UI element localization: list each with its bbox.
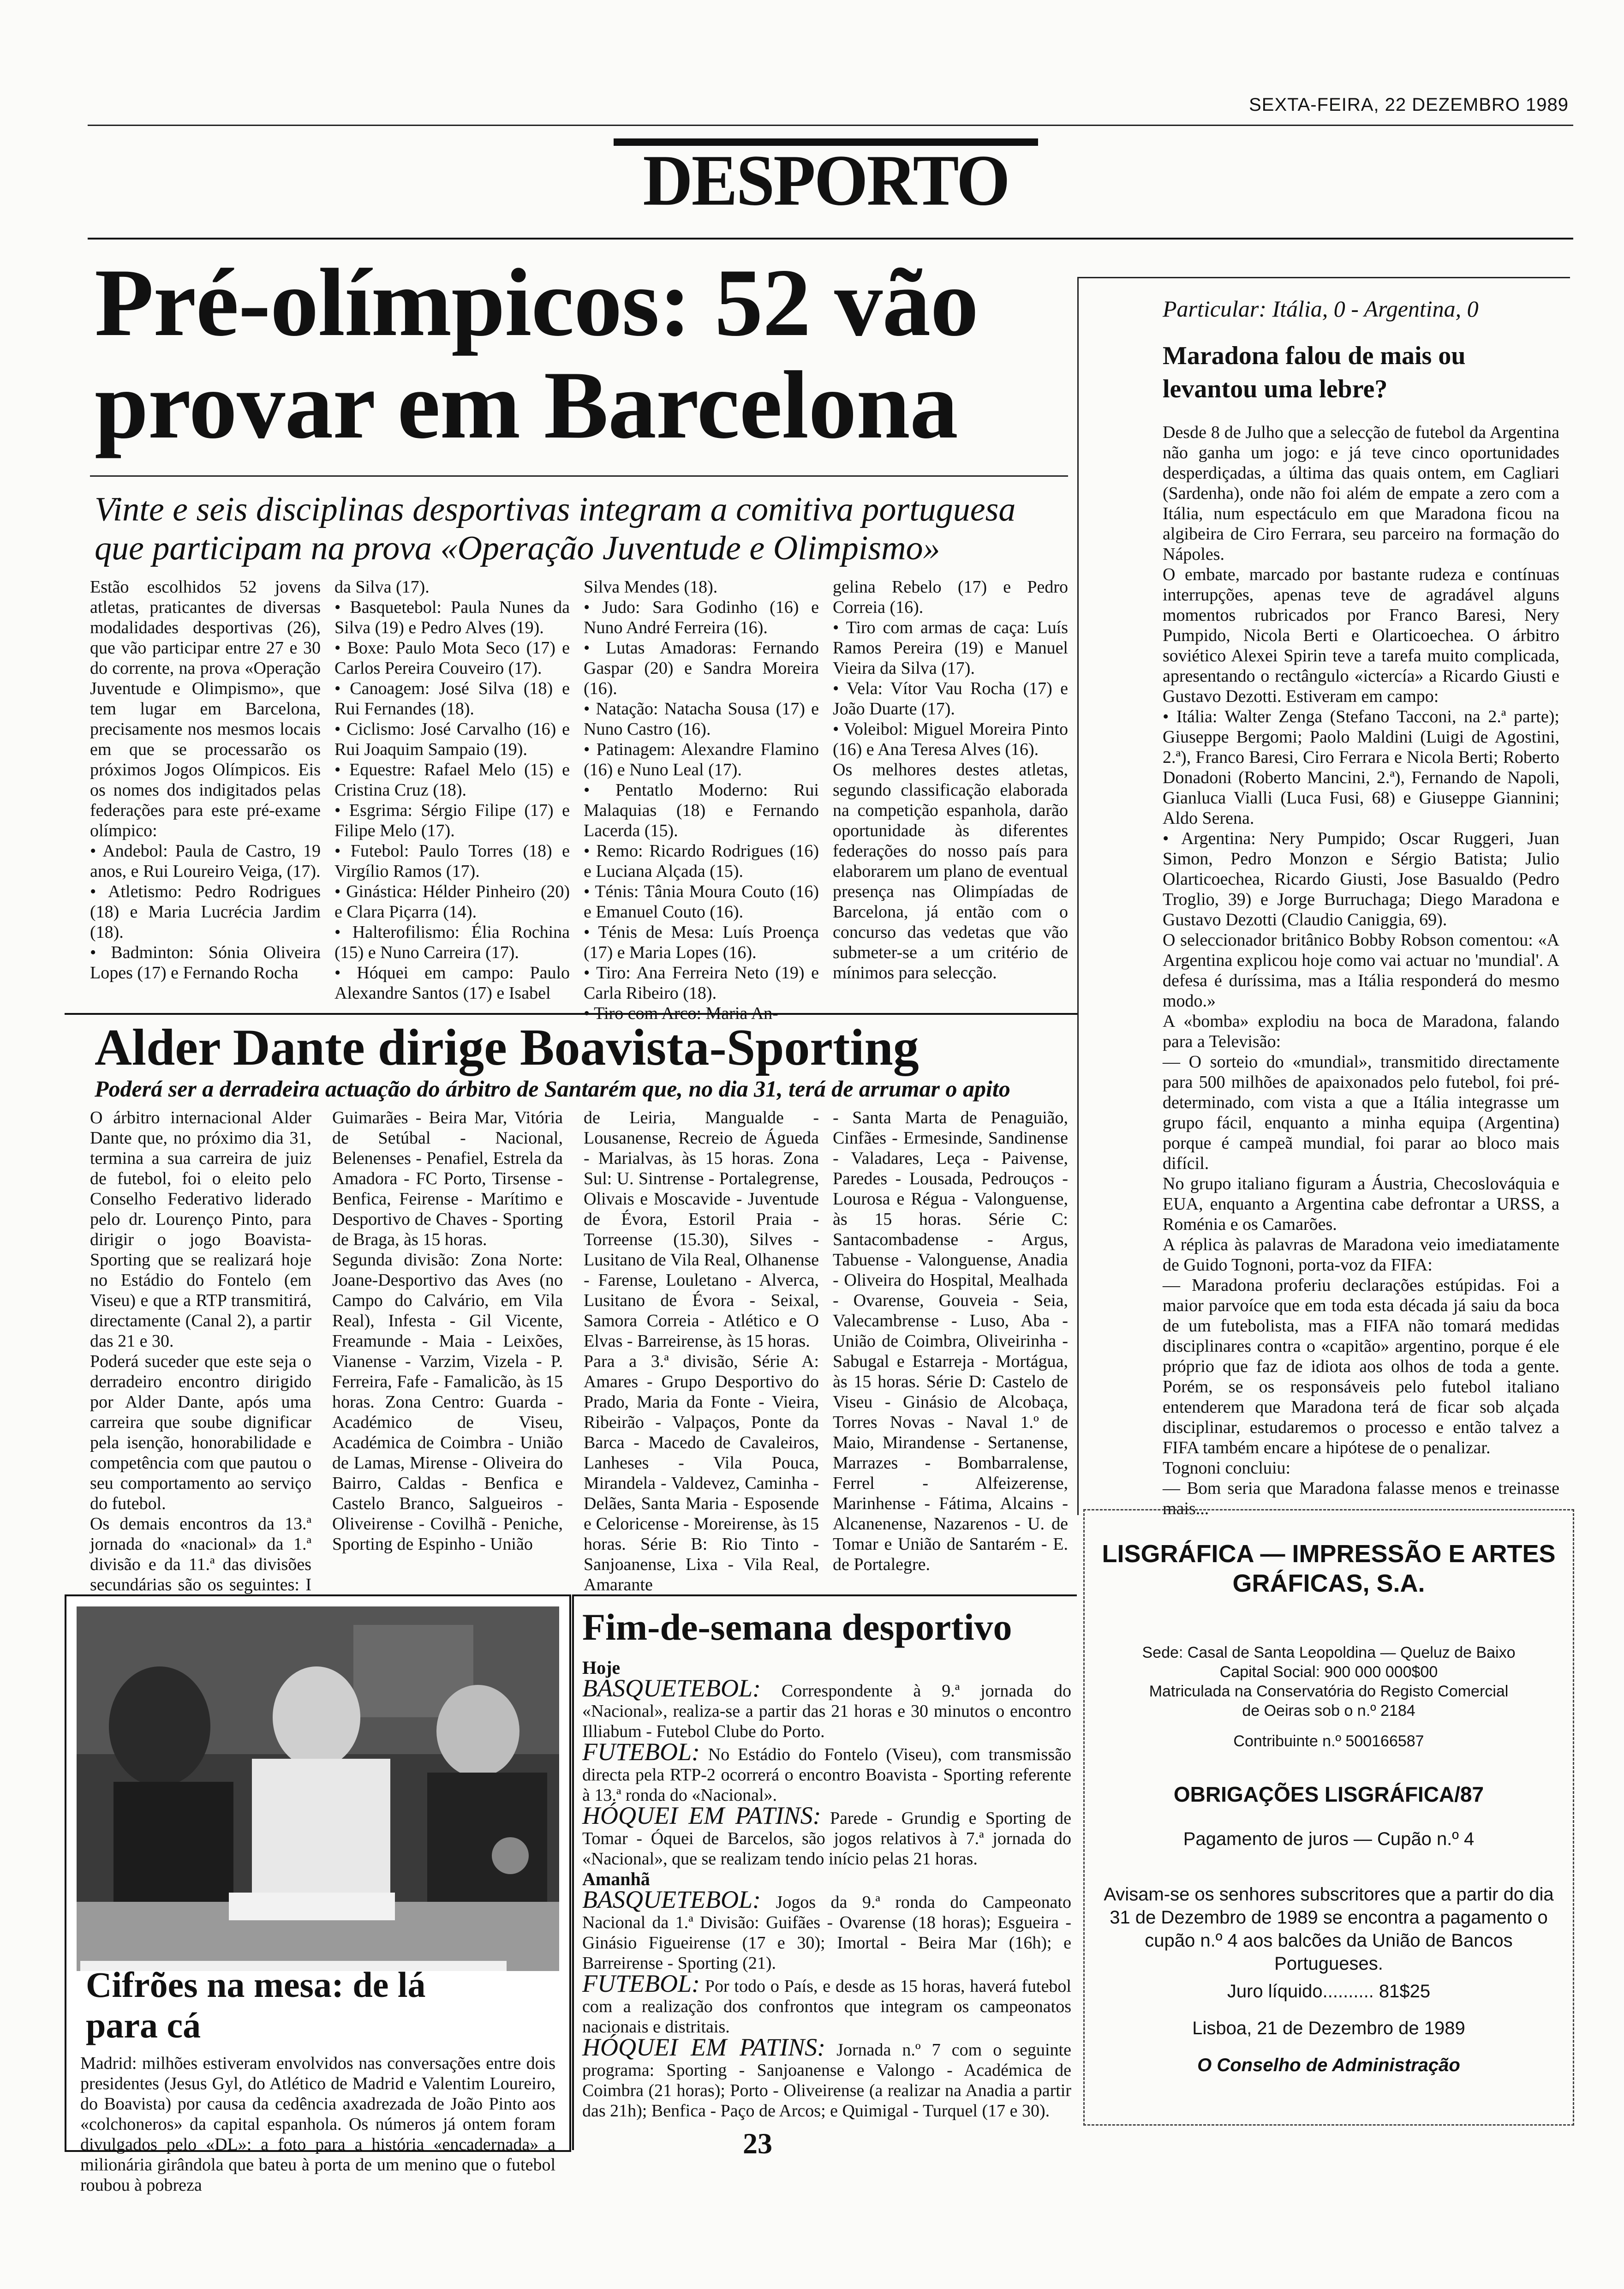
ad-capital: Capital Social: 900 000 000$00 xyxy=(1219,1663,1438,1681)
weekend-item: FUTEBOL: No Estádio do Fontelo (Viseu), com transmissão directa pela RTP-2 ocorrerá o encontro Boavista - Sporting referente à 13.ª ronda do «Nacional». xyxy=(582,1738,1071,1805)
ad-registry: Matriculada na Conservatória do Registo Comercial xyxy=(1149,1683,1509,1700)
section-header xyxy=(614,138,1038,221)
second-headline: Alder Dante dirige Boavista-Sporting xyxy=(95,1019,919,1076)
weekend-day-today: Hoje xyxy=(582,1657,621,1678)
ad-place-date: Lisboa, 21 de Dezembro de 1989 xyxy=(1192,2018,1465,2038)
header-rule xyxy=(88,125,1573,126)
ad-interest: Pagamento de juros — Cupão n.º 4 xyxy=(1183,1829,1475,1849)
sidebar-kicker: Particular: Itália, 0 - Argentina, 0 xyxy=(1163,296,1479,322)
weekend-item: BASQUETEBOL: Correspondente à 9.ª jornada do «Nacional», realiza-se a partir das 21 horas e 30 minutos o encontro Illiabum - Futebol Clube do Porto. xyxy=(582,1674,1071,1741)
ad-net-interest: Juro líquido.......... 81$25 xyxy=(1227,1981,1431,2001)
main-column-2: da Silva (17). • Basquetebol: Paula Nunes da Silva (19) e Pedro Alves (19). • Boxe: Paulo Mota Seco (17) e Carlos Pereira Couveiro (17). • Canoagem: José Silva (18) e Rui Fernandes (18). • Ciclismo: José Carvalho (16) e Rui Joaquim Sampaio (19). • Equestre: Rafael Melo (15) e Cristina Cruz (18). • Esgrima: Sérgio Filipe (17) e Filipe Melo (17). • Futebol: Paulo Torres (18) e Virgílio Ramos (17). • Ginástica: Hélder Pinheiro (20) e Clara Piçarra (14). • Halterofilismo: Élia Rochina (15) e Nuno Carreira (17). • Hóquei em campo: Paulo Alexandre Santos (17) e Isabel xyxy=(334,577,570,1003)
main-column-3: Silva Mendes (18). • Judo: Sara Godinho (16) e Nuno André Ferreira (16). • Lutas Amadoras: Fernando Gaspar (20) e Sandra Moreira (16). • Natação: Natacha Sousa (17) e Nuno Castro (16). • Patinagem: Alexandre Flamino (16) e Nuno Leal (17). • Pentatlo Moderno: Rui Malaquias (18) e Fernando Lacerda (15). • Remo: Ricardo Rodrigues (16) e Luciana Alçada (15). • Ténis: Tânia Moura Couto (16) e Emanuel Couto (16). • Ténis de Mesa: Luís Proença (17) e Maria Lopes (16). • Tiro: Ana Ferreira Neto (19) e Carla Ribeiro (18). • Tiro com Arco: Maria An- xyxy=(584,577,819,1023)
weekend-item: HÓQUEI EM PATINS: Jornada n.º 7 com o seguinte programa: Sporting - Sanjoanense e Valongo - Académica de Coimbra (21 horas); Porto - Oliveirense (a realizar na Anadia a partir das 21h); Benfica - Paço de Arcos; e Quimigal - Turquel (17 e 30). xyxy=(582,2033,1071,2121)
ad-taxpayer: Contribuinte n.º 500166587 xyxy=(1233,1732,1424,1750)
weekend-listings xyxy=(582,1658,1071,2121)
top-rule xyxy=(88,238,1573,240)
photo-text: Madrid: milhões estiveram envolvidos nas conversações entre dois presidentes (Jesus Gyl, do Atlético de Madrid e Valentim Loureiro, do Boavista) por causa da cedência axadrezada de João Pinto aos «colchoneros» da capital espanhola. Os números já ontem foram divulgados pelo «DL»: a foto para a história «encadernada» a milionária girândola que bateu à porta de um menino que o futebol roubou à pobreza xyxy=(80,2054,555,2195)
news-photo xyxy=(77,1606,559,1971)
second-column-3: de Leiria, Mangualde - Lousanense, Recreio de Águeda - Marialvas, às 15 horas. Zona Sul: U. Sintrense - Portalegrense, Olivais e Moscavide - Juventude de Évora, Estoril Praia - Torreense (15.30), Silves - Lusitano de Vila Real, Olhanense - Farense, Louletano - Alverca, Lusitano de Évora - Seixal, Samora Correia - Atlético e O Elvas - Barreirense, às 15 horas. Para a 3.ª divisão, Série A: Amares - Grupo Desportivo do Prado, Maria da Fonte - Vieira, Ribeirão - Valpaços, Ponte da Barca - Macedo de Cavaleiros, Lanheses - Vila Pouca, Mirandela - Valdevez, Caminha - Delães, Santa Maria - Esposende e Celoricense - Moreirense, às 15 horas. Série B: Rio Tinto - Sanjoanense, Lixa - Vila Real, Amarante xyxy=(584,1108,819,1594)
second-column-1: O árbitro internacional Alder Dante que, no próximo dia 31, termina a sua carreira de juiz de futebol, foi o eleito pelo Conselho Federativo liderado pelo dr. Lourenço Pinto, para dirigir o jogo Boavista-Sporting que se realizará hoje no Estádio do Fontelo (em Viseu) e que a RTP transmitirá, directamente (Canal 2), a partir das 21 e 30. Poderá suceder que este seja o derradeiro encontro dirigido por Alder Dante, após uma carreira que soube dignificar pela isenção, honorabilidade e competência com que pautou o seu comportamento ao serviço do futebol. Os demais encontros da 13.ª jornada do «nacional» da 1.ª divisão e da 11.ª das divisões secundárias são os seguintes: I xyxy=(90,1108,311,1594)
page-date: SEXTA-FEIRA, 22 DEZEMBRO 1989 xyxy=(1249,95,1569,115)
headline-rule xyxy=(90,475,1068,477)
weekend-item: HÓQUEI EM PATINS: Parede - Grundig e Sporting de Tomar - Óquei de Barcelos, são jogos relativos à 7.ª jornada do «Nacional», que se realizam tendo início pelas 21 horas. xyxy=(582,1802,1071,1869)
second-column-4: - Santa Marta de Penaguião, Cinfães - Ermesinde, Sandinense - Valadares, Leça - Paivense, Paredes - Lousada, Pedrouços - Lourosa e Régua - Valonguense, às 15 horas. Série C: Santacombadense - Argus, Tabuense - Valonguense, Anadia - Oliveira do Hospital, Mealhada - Ovarense, Gouveia - Seia, Valecambrense - Luso, Aba - União de Coimbra, Oliveirinha - Sabugal e Estarreja - Mortágua, às 15 horas. Série D: Castelo de Viseu - Ginásio de Alcobaça, Torres Novas - Naval 1.º de Maio, Mirandense - Sertanense, Marrazes - Bombarralense, Ferrel - Alfeizerense, Marinhense - Fátima, Alcains - Alcanenense, Nazarenos - U. de Tomar e União de Santarém - E. de Portalegre. xyxy=(833,1108,1068,1574)
main-column-1: Estão escolhidos 52 jovens atletas, praticantes de diversas modalidades desportivas (26), que vão participar entre 27 e 30 do corrente, na prova «Operação Juventude e Olimpismo», que tem lugar em Barcelona, precisamente nos mesmos locais em que se processarão os próximos Jogos Olímpicos. Eis os nomes dos indigitados pelas federações para este pré-exame olímpico: • Andebol: Paula de Castro, 19 anos, e Rui Loureiro Veiga, (17). • Atletismo: Pedro Rodrigues (18) e Maria Lucrécia Jardim (18). • Badminton: Sónia Oliveira Lopes (17) e Fernando Rocha xyxy=(90,577,321,983)
weekend-day-tomorrow: Amanhã xyxy=(582,1869,650,1889)
section-title: DESPORTO xyxy=(643,140,1009,221)
ad-registry-number: de Oeiras sob o n.º 2184 xyxy=(1242,1702,1415,1720)
main-subhead: Vinte e seis disciplinas desportivas integram a comitiva portuguesa que participam na prova «Operação Juventude e Olimpismo» xyxy=(95,491,1016,567)
photo-image xyxy=(77,1606,559,1971)
mid-rule xyxy=(65,1013,1077,1015)
sidebar-body: Desde 8 de Julho que a selecção de futebol da Argentina não ganha um jogo: e já teve cinco oportunidades desperdiçadas, a última das quais ontem, em Cagliari (Sardenha), onde não foi além de empate a zero com a Itália, num espectáculo em que Maradona ficou na algibeira de Ciro Ferrara, seu parceiro na formação do Nápoles. O embate, marcado por bastante rudeza e contínuas interrupções, apenas teve de agradável alguns momentos rubricados por Franco Baresi, Nery Pumpido, Nicola Berti e Olarticoechea. O árbitro soviético Alexei Spirin teve a tarefa muito complicada, apresentando o rectângulo «ictercía» a Ricardo Giusti e Gustavo Dezotti. Estiveram em campo: • Itália: Walter Zenga (Stefano Tacconi, na 2.ª parte); Giuseppe Bergomi; Paolo Maldini (Luigi de Agostini, 2.ª), Franco Baresi, Ciro Ferrara e Nicola Berti; Roberto Donadoni (Roberto Mancini, 2.ª), Fernando de Napoli, Gianluca Vialli (Luca Fusi, 68) e Giuseppe Giannini; Aldo Serena. • Argentina: Nery Pumpido; Oscar Ruggeri, Juan Simon, Pedro Monzon e Sérgio Batista; Julio Olarticoechea, Ricardo Giusti, Jose Basualdo (Pedro Troglio, 39) e Jorge Burruchaga; Diego Maradona e Gustavo Dezotti (Claudio Caniggia, 69). O seleccionador britânico Bobby Robson comentou: «A Argentina explicou hoje como vai actuar no 'mundial'. A defesa é duríssima, mas a Itália responderá do mesmo modo.» A «bomba» explodiu na boca de Maradona, falando para a Televisão: — O sorteio do «mundial», transmitido directamente para 500 milhões de apaixonados pelo futebol, foi pré-determinado, com vista a que a Itália integrasse um grupo fácil, enquanto a minha equipa (Argentina) porque é campeã mundial, foi parar ao bloco mais difícil. No grupo italiano figuram a Áustria, Checoslováquia e EUA, enquanto a Argentina cabe defrontar a URSS, a Roménia e os Camarões. A réplica às palavras de Maradona veio imediatamente de Guido Tognoni, porta-voz da FIFA: — Maradona proferiu declarações estúpidas. Foi a maior parvoíce que em toda esta década já saiu da boca de um futebolista, mas a FIFA não tomará medidas disciplinares contra o «capitão» argentino, porque é ele próprio que faz de idiota aos olhos de toda a gente. Porém, se os responsáveis pelo futebol italiano entenderem que Maradona terá de ficar sob alçada disciplinar, estudaremos o processo e então talvez a FIFA também encare a hipótese de o penalizar. Tognoni concluiu: — Bom seria que Maradona falasse menos e treinasse mais... xyxy=(1163,423,1559,1518)
photo-title: Cifrões na mesa: de lá para cá xyxy=(80,1961,507,2049)
ad-address: Sede: Casal de Santa Leopoldina — Queluz de Baixo xyxy=(1142,1644,1516,1661)
page-number: 23 xyxy=(743,2127,772,2160)
weekend-item: FUTEBOL: Por todo o País, e desde as 15 horas, haverá futebol com a realização dos confrontos que integram os campeonatos nacionais e distritais. xyxy=(582,1970,1071,2037)
ad-bond-title: OBRIGAÇÕES LISGRÁFICA/87 xyxy=(1173,1782,1484,1806)
second-column-2: Guimarães - Beira Mar, Vitória de Setúbal - Nacional, Belenenses - Penafiel, Estrela da Amadora - FC Porto, Tirsense - Benfica, Feirense - Marítimo e Desportivo de Chaves - Sporting de Braga, às 15 horas. Segunda divisão: Zona Norte: Joane-Desportivo das Aves (no Campo do Calvário, em Vila Real), Infesta - Gil Vicente, Freamunde - Maia - Leixões, Vianense - Varzim, Vizela - P. Ferreira, Fafe - Famalicão, às 15 horas. Zona Centro: Guarda - Académico de Viseu, Académica de Coimbra - União de Lamas, Mirense - Oliveira do Bairro, Caldas - Benfica e Castelo Branco, Salgueiros - Oliveirense - Covilhã - Peniche, Sporting de Espinho - União xyxy=(332,1108,563,1554)
sidebar-title: Maradona falou de mais ou levantou uma lebre? xyxy=(1163,342,1466,403)
ad-company: LISGRÁFICA — IMPRESSÃO E ARTES GRÁFICAS, S.A. xyxy=(1102,1540,1556,1597)
weekend-item: BASQUETEBOL: Jogos da 9.ª ronda do Campeonato Nacional da 1.ª Divisão: Guifães - Ovarense (18 horas); Esgueira - Ginásio Figueirense (17 e 30); Imortal - Beira Mar (16h); e Barreirense - Sporting (21). xyxy=(582,1886,1071,1973)
main-column-4: gelina Rebelo (17) e Pedro Correia (16). • Tiro com armas de caça: Luís Ramos Pereira (19) e Manuel Vieira da Silva (17). • Vela: Vítor Vau Rocha (17) e João Duarte (17). • Voleibol: Miguel Moreira Pinto (16) e Ana Teresa Alves (16). Os melhores destes atletas, segundo classificação elaborada na competição espanhola, darão oportunidade às diferentes federações do nosso país para elaborarem um plano de eventual presença nas Olimpíadas de Barcelona, já então com o concurso das vedetas que vão submeter-se a um critério de mínimos para selecção. xyxy=(833,577,1068,983)
photo-feature xyxy=(65,1594,571,2195)
ad-signature: O Conselho de Administração xyxy=(1197,2055,1460,2075)
main-headline: Pré-olímpicos: 52 vão provar em Barcelona xyxy=(95,249,979,459)
weekend-title: Fim-de-semana desportivo xyxy=(582,1606,1012,1648)
ad-notice: Avisam-se os senhores subscritores que a partir do dia 31 de Dezembro de 1989 se encontra a pagamento o cupão n.º 4 aos balcões da União de Bancos Portugueses. xyxy=(1104,1884,1554,1974)
second-subhead: Poderá ser a derradeira actuação do árbitro de Santarém que, no dia 31, terá de arrumar o apito xyxy=(95,1076,1010,1102)
